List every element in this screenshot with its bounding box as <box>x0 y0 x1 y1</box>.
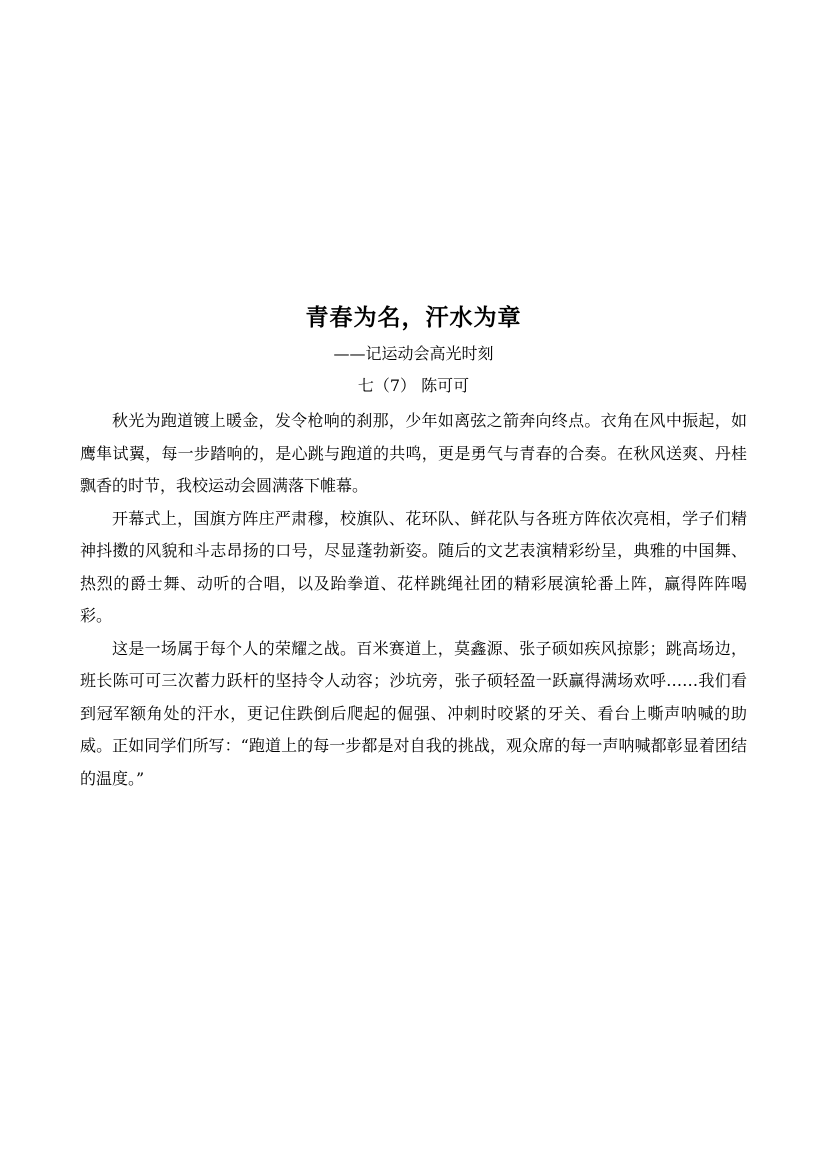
article-subtitle: ——记运动会高光时刻 <box>333 344 494 363</box>
paragraph: 秋光为跑道镀上暖金，发令枪响的刹那，少年如离弦之箭奔向终点。衣角在风中振起，如鹰隼试翼，每一步踏响的，是心跳与跑道的共鸣，更是勇气与青春的合奏。在秋风送爽、丹桂飘香的时节，我校运动会圆满落下帷幕。 <box>80 411 747 495</box>
paragraph: 开幕式上，国旗方阵庄严肃穆，校旗队、花环队、鲜花队与各班方阵依次亮相，学子们精神抖擞的风貌和斗志昂扬的口号，尽显蓬勃新姿。随后的文艺表演精彩纷呈，典雅的中国舞、热烈的爵士舞、动听的合唱，以及跆拳道、花样跳绳社团的精彩展演轮番上阵，赢得阵阵喝彩。 <box>80 508 747 625</box>
paragraph: 这是一场属于每个人的荣耀之战。百米赛道上，莫鑫源、张子硕如疾风掠影；跳高场边，班长陈可可三次蓄力跃杆的坚持令人动容；沙坑旁，张子硕轻盈一跃赢得满场欢呼……我们看到冠军额角处的汗水，更记住跌倒后爬起的倔强、冲刺时咬紧的牙关、看台上嘶声呐喊的助威。正如同学们所写：“跑道上的每一步都是对自我的挑战，观众席的每一声呐喊都彰显着团结的温度。” <box>80 638 747 788</box>
article-author: 七（7） 陈可可 <box>357 376 470 395</box>
article-body <box>80 405 747 795</box>
article-title: 青春为名，汗水为章 <box>305 304 522 331</box>
